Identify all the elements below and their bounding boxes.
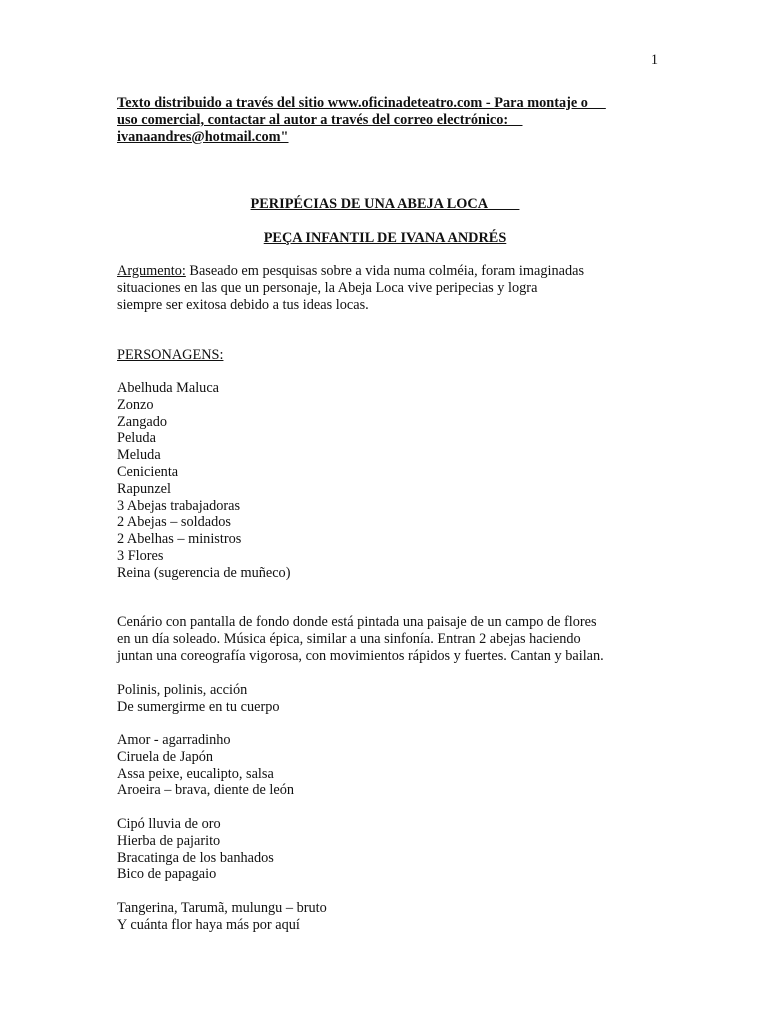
document-subtitle: PEÇA INFANTIL DE IVANA ANDRÉS (263, 230, 507, 246)
character-item: Abelhuda Maluca (117, 380, 220, 396)
argument-line: situaciones en las que un personaje, la Abeja Loca vive peripecias y logra (117, 279, 538, 296)
character-item: 2 Abelhas – ministros (117, 531, 242, 548)
song-stanza (117, 732, 294, 799)
character-item: 3 Abejas trabajadoras (117, 497, 241, 514)
lyric-line: Hierba de pajarito (117, 832, 221, 849)
header-notice (117, 95, 657, 145)
header-notice-line: Texto distribuido a través del sitio www.oficinadeteatro.com - Para montaje o (117, 95, 606, 111)
character-item: Peluda (117, 430, 156, 447)
lyric-line: Amor - agarradinho (117, 732, 231, 748)
lyric-line: Y cuánta flor haya más por aquí (117, 916, 300, 933)
page-number: 1 (650, 52, 658, 68)
character-item: 3 Flores (117, 547, 164, 564)
song-stanza (117, 682, 280, 716)
scene-line: en un día soleado. Música épica, similar a una sinfonía. Entran 2 abejas haciendo (117, 630, 581, 647)
lyric-line: Ciruela de Japón (117, 748, 214, 765)
lyric-line: Cipó lluvia de oro (117, 816, 221, 832)
lyric-line: Assa peixe, eucalipto, salsa (117, 765, 274, 782)
character-item: Meluda (117, 447, 161, 464)
header-notice-line: uso comercial, contactar al autor a través del correo electrónico: (117, 111, 523, 128)
scene-line: Cenário con pantalla de fondo donde está pintada una paisaje de un campo de flores (117, 614, 597, 630)
lyric-line: Tangerina, Tarumã, mulungu – bruto (117, 900, 327, 916)
character-item: 2 Abejas – soldados (117, 514, 231, 531)
argument-label: Argumento: (117, 263, 186, 279)
lyric-line: Bracatinga de los banhados (117, 849, 274, 866)
character-item: Zangado (117, 413, 168, 430)
document-title: PERIPÉCIAS DE UNA ABEJA LOCA (250, 196, 520, 212)
scene-description (117, 614, 657, 664)
argument-line (117, 263, 657, 280)
lyric-line: Bico de papagaio (117, 866, 217, 883)
character-item: Zonzo (117, 396, 154, 413)
argument-text: Baseado em pesquisas sobre a vida numa colméia, foram imaginadas (185, 263, 585, 279)
character-item: Reina (sugerencia de muñeco) (117, 564, 291, 581)
argument-line: siempre ser exitosa debido a tus ideas locas. (117, 296, 369, 313)
song-stanza (117, 816, 274, 883)
song-stanza (117, 900, 327, 934)
header-notice-line: ivanaandres@hotmail.com" (117, 128, 289, 145)
character-item: Cenicienta (117, 463, 179, 480)
character-item: Rapunzel (117, 480, 171, 497)
scene-line: juntan una coreografía vigorosa, con movimientos rápidos y fuertes. Cantan y bailan. (117, 647, 604, 664)
lyric-line: De sumergirme en tu cuerpo (117, 698, 280, 715)
characters-list (117, 380, 290, 582)
argument-section (117, 263, 657, 313)
lyric-line: Aroeira – brava, diente de león (117, 782, 295, 799)
lyric-line: Polinis, polinis, acción (117, 682, 248, 698)
characters-heading: PERSONAGENS: (117, 347, 224, 363)
